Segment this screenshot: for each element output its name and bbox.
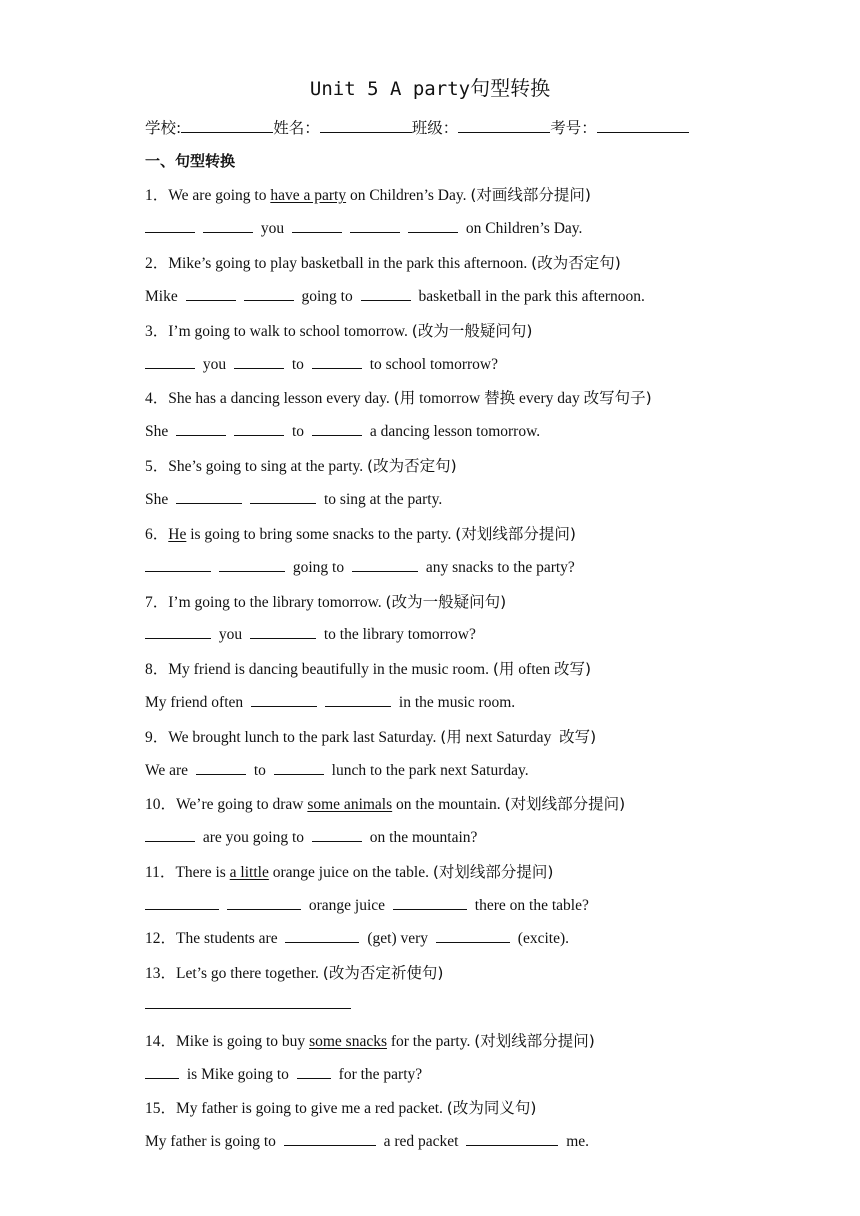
answer-blank[interactable]: [196, 760, 246, 775]
instruction-hint: (对画线部分提问): [470, 186, 591, 204]
instruction-hint: (改为否定祈使句): [322, 964, 444, 982]
underlined-phrase: some animals: [307, 796, 393, 813]
answer-blank[interactable]: [186, 286, 236, 301]
answer-11: orange juice there on the table?: [145, 895, 589, 917]
answer-blank[interactable]: [284, 1131, 376, 1146]
answer-14: is Mike going to for the party?: [145, 1064, 422, 1086]
question-3: 3．I’m going to walk to school tomorrow. (改为一般疑问句): [145, 322, 533, 340]
question-8: 8．My friend is dancing beautifully in the music room. (用 often 改写): [145, 660, 592, 678]
instruction-hint: (对划线部分提问): [474, 1032, 595, 1050]
answer-13: [145, 994, 351, 1016]
answer-blank[interactable]: [244, 286, 294, 301]
title-chinese: 句型转换: [470, 76, 551, 100]
answer-9: We are to lunch to the park next Saturday.: [145, 762, 529, 779]
answer-blank[interactable]: [274, 760, 324, 775]
exam-number-blank[interactable]: [597, 118, 689, 133]
answer-blank[interactable]: [251, 692, 317, 707]
answer-10: are you going to on the mountain?: [145, 827, 477, 849]
underlined-phrase: a little: [229, 864, 269, 881]
answer-blank[interactable]: [176, 421, 226, 436]
answer-3: you to to school tomorrow?: [145, 354, 498, 376]
section-title: 一、句型转换: [145, 152, 236, 170]
answer-blank[interactable]: [436, 928, 510, 943]
question-9: 9．We brought lunch to the park last Saturday. (用 next Saturday 改写): [145, 728, 597, 746]
name-label: 姓名：: [273, 119, 320, 137]
answer-blank[interactable]: [250, 624, 316, 639]
answer-blank[interactable]: [145, 994, 351, 1009]
answer-8: My friend often in the music room.: [145, 694, 516, 711]
underlined-phrase: some snacks: [309, 1033, 387, 1050]
instruction-hint: (改为否定句): [531, 254, 621, 272]
question-2: 2．Mike’s going to play basketball in the park this afternoon. (改为否定句): [145, 254, 621, 272]
answer-blank[interactable]: [145, 218, 195, 233]
question-12: 12．The students are (get) very (excite).: [145, 930, 569, 947]
instruction-hint: (改为一般疑问句): [411, 322, 533, 340]
answer-blank[interactable]: [325, 692, 391, 707]
school-label: 学校:: [145, 119, 182, 137]
answer-5: She to sing at the party.: [145, 491, 443, 508]
answer-blank[interactable]: [176, 489, 242, 504]
instruction-hint: (对划线部分提问): [504, 795, 626, 813]
answer-blank[interactable]: [297, 1064, 331, 1079]
question-1: 1．We are going to have a party on Children’s Day. (对画线部分提问): [145, 186, 591, 204]
answer-1: you on Children’s Day.: [145, 218, 582, 240]
school-blank[interactable]: [181, 118, 273, 133]
answer-blank[interactable]: [312, 827, 362, 842]
question-11: 11．There is a little orange juice on the table. (对划线部分提问): [145, 863, 554, 881]
answer-blank[interactable]: [145, 895, 219, 910]
answer-blank[interactable]: [234, 354, 284, 369]
instruction-hint: (对划线部分提问): [432, 863, 554, 881]
answer-15: My father is going to a red packet me.: [145, 1133, 590, 1150]
answer-blank[interactable]: [219, 557, 285, 572]
instruction-hint: (对划线部分提问): [455, 525, 576, 543]
title-english: Unit 5 A party: [309, 78, 471, 100]
question-6: 6．He is going to bring some snacks to the party. (对划线部分提问): [145, 525, 576, 543]
answer-blank[interactable]: [145, 354, 195, 369]
answer-7: you to the library tomorrow?: [145, 624, 476, 646]
class-label: 班级：: [411, 119, 459, 137]
answer-blank[interactable]: [393, 895, 467, 910]
answer-blank[interactable]: [145, 827, 195, 842]
answer-blank[interactable]: [361, 286, 411, 301]
instruction-hint: (改为同义句): [446, 1099, 537, 1117]
question-10: 10．We’re going to draw some animals on the mountain. (对划线部分提问): [145, 795, 626, 813]
answer-blank[interactable]: [312, 354, 362, 369]
answer-blank[interactable]: [312, 421, 362, 436]
answer-blank[interactable]: [234, 421, 284, 436]
answer-blank[interactable]: [350, 218, 400, 233]
question-4: 4．She has a dancing lesson every day. (用 tomorrow 替换 every day 改写句子): [145, 389, 652, 407]
question-15: 15．My father is going to give me a red packet. (改为同义句): [145, 1099, 537, 1117]
name-blank[interactable]: [320, 118, 412, 133]
answer-blank[interactable]: [227, 895, 301, 910]
answer-blank[interactable]: [145, 557, 211, 572]
instruction-hint: (改为否定句): [367, 457, 457, 475]
underlined-phrase: have a party: [270, 187, 347, 204]
instruction-hint: (改为一般疑问句): [385, 593, 507, 611]
class-blank[interactable]: [458, 118, 550, 133]
underlined-phrase: He: [168, 526, 187, 543]
answer-blank[interactable]: [408, 218, 458, 233]
question-7: 7．I’m going to the library tomorrow. (改为一般疑问句): [145, 593, 507, 611]
answer-blank[interactable]: [292, 218, 342, 233]
answer-blank[interactable]: [352, 557, 418, 572]
exam-number-label: 考号：: [550, 119, 597, 137]
answer-6: going to any snacks to the party?: [145, 557, 575, 579]
answer-blank[interactable]: [145, 1064, 179, 1079]
answer-2: Mike going to basketball in the park this afternoon.: [145, 288, 645, 305]
page-title: [0, 74, 860, 103]
answer-blank[interactable]: [250, 489, 316, 504]
question-5: 5．She’s going to sing at the party. (改为否定句): [145, 457, 457, 475]
answer-blank[interactable]: [203, 218, 253, 233]
answer-blank[interactable]: [145, 624, 211, 639]
answer-blank[interactable]: [285, 928, 359, 943]
question-14: 14．Mike is going to buy some snacks for the party. (对划线部分提问): [145, 1032, 595, 1050]
answer-blank[interactable]: [466, 1131, 558, 1146]
student-info-row: [145, 117, 689, 140]
question-13: 13．Let’s go there together. (改为否定祈使句): [145, 964, 444, 982]
answer-4: She to a dancing lesson tomorrow.: [145, 423, 541, 440]
